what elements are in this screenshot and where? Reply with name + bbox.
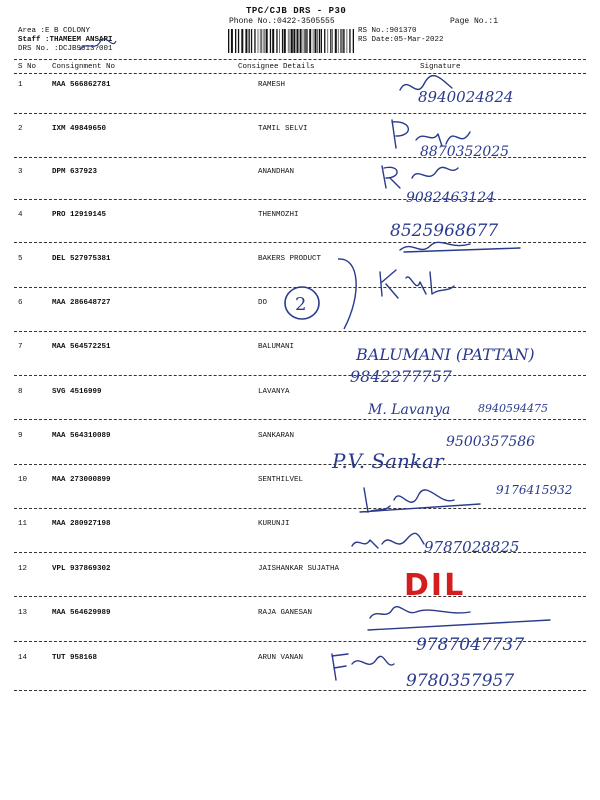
phone-label: Phone No.:	[229, 17, 278, 26]
row-consignee: DO	[258, 299, 268, 307]
barcode-bar	[328, 29, 329, 53]
row-consignment: MAA 566862781	[52, 81, 111, 89]
bracket-stroke	[308, 255, 368, 335]
barcode-bar	[340, 29, 341, 53]
rs-date-label: RS Date:	[358, 36, 395, 44]
row-sno: 5	[18, 255, 23, 263]
phone-number: 0422-3505555	[277, 17, 335, 26]
rs-no-line	[358, 27, 417, 35]
barcode-bar	[338, 29, 339, 53]
signature-scribble	[332, 654, 394, 680]
signature-phone: 8940594475	[478, 402, 548, 415]
barcode-bar	[309, 29, 311, 53]
dil-mark: DIL	[404, 568, 466, 603]
signature-scribble	[380, 270, 454, 298]
row-consignee: BAKERS PRODUCT	[258, 255, 322, 263]
signature-name: P.V. Sankar	[332, 449, 444, 473]
area-value: E B COLONY	[45, 27, 91, 35]
signature-scribble	[382, 166, 458, 188]
signatures-area	[320, 60, 590, 700]
barcode-bar	[293, 29, 295, 53]
staff-label: Staff :	[18, 36, 50, 44]
row-sno: 14	[18, 654, 28, 662]
signature-phone: 9500357586	[446, 434, 536, 450]
barcode-bar	[300, 29, 302, 53]
barcode-bar	[241, 29, 243, 53]
barcode-bar	[266, 29, 268, 53]
barcode-bar	[288, 29, 289, 53]
barcode-bar	[335, 29, 337, 53]
page-label: Page No.:	[450, 17, 494, 26]
barcode-bar	[349, 29, 350, 53]
row-sno: 2	[18, 125, 23, 133]
circled-mark-text: 2	[295, 294, 307, 315]
row-consignment: IXM 49849650	[52, 125, 107, 133]
signature-phone: 9842277757	[350, 367, 452, 386]
row-consignee: BALUMANI	[258, 343, 295, 351]
barcode-bar	[272, 29, 274, 53]
row-consignee: RAMESH	[258, 81, 286, 89]
row-sno: 3	[18, 168, 23, 176]
barcode-bar	[332, 29, 333, 53]
pen-scribble	[78, 38, 118, 54]
barcode-bar	[324, 29, 325, 53]
barcode-bar	[270, 29, 271, 53]
row-consignment: TUT 958168	[52, 654, 98, 662]
row-consignee: JAISHANKAR SUJATHA	[258, 565, 340, 573]
signature-phone: 8870352025	[420, 144, 510, 160]
row-sno: 4	[18, 211, 23, 219]
row-consignee: SENTHILVEL	[258, 476, 304, 484]
row-sno: 1	[18, 81, 23, 89]
signature-scribble	[360, 488, 480, 512]
row-consignment: SVG 4516999	[52, 388, 102, 396]
barcode-bar	[343, 29, 344, 53]
row-sno: 6	[18, 299, 23, 307]
row-consignment: VPL 937869302	[52, 565, 111, 573]
barcode-bar	[279, 29, 280, 53]
page-number-line	[450, 17, 498, 26]
barcode-bar	[313, 29, 314, 53]
barcode-bar	[341, 29, 342, 53]
row-consignment: DPM 637923	[52, 168, 98, 176]
rs-no-value: 901370	[389, 27, 417, 35]
signature-phone: 9082463124	[406, 190, 496, 206]
sheet-title: TPC/CJB DRS - P30	[246, 6, 347, 16]
phone-line	[229, 17, 335, 26]
page-number: 1	[493, 17, 499, 26]
row-consignee: RAJA GANESAN	[258, 609, 313, 617]
barcode-bar	[228, 29, 229, 53]
row-sno: 13	[18, 609, 28, 617]
barcode-bar	[261, 29, 262, 53]
rs-no-label: RS No.:	[358, 27, 390, 35]
barcode-bar	[276, 29, 277, 53]
barcode-bar	[291, 29, 293, 53]
barcode-bar	[249, 29, 250, 53]
barcode-bar	[258, 29, 259, 53]
barcode-bar	[251, 29, 252, 53]
staff-value: THAMEEM ANSARI	[49, 36, 113, 44]
signature-phone: 8525968677	[390, 221, 499, 241]
row-consignee: THENMOZHI	[258, 211, 299, 219]
row-consignment: MAA 280927198	[52, 520, 111, 528]
barcode-bar	[254, 29, 255, 53]
barcode-bar	[238, 29, 239, 53]
col-consignee: Consignee Details	[238, 63, 315, 71]
rs-date-value: 05-Mar-2022	[394, 36, 444, 44]
row-consignee: TAMIL SELVI	[258, 125, 308, 133]
barcode-bar	[263, 29, 264, 53]
signature-name: BALUMANI (PATTAN)	[356, 345, 535, 364]
signature-phone: 9787028825	[424, 538, 520, 556]
barcode-bar	[330, 29, 331, 53]
barcode-bar	[265, 29, 266, 53]
row-consignment: MAA 564310089	[52, 432, 111, 440]
barcode-bar	[306, 29, 307, 53]
row-sno: 7	[18, 343, 23, 351]
signature-phone: 9780357957	[406, 671, 515, 691]
signature-phone: 9787047737	[416, 635, 525, 655]
barcode-bar	[317, 29, 318, 53]
signature-scribble	[352, 533, 424, 548]
barcode-bar	[231, 29, 233, 53]
row-consignee: LAVANYA	[258, 388, 290, 396]
row-consignment: MAA 564629989	[52, 609, 111, 617]
barcode-bar	[290, 29, 291, 53]
barcode-bar	[282, 29, 283, 53]
row-consignment: PRO 12919145	[52, 211, 107, 219]
row-sno: 10	[18, 476, 28, 484]
barcode-bar	[321, 29, 322, 53]
row-sno: 11	[18, 520, 28, 528]
barcode-bar	[297, 29, 299, 53]
row-sno: 9	[18, 432, 23, 440]
barcode-bar	[319, 29, 320, 53]
row-consignment: MAA 273000899	[52, 476, 111, 484]
row-consignee: SANKARAN	[258, 432, 295, 440]
rs-date-line	[358, 36, 444, 44]
row-sno: 12	[18, 565, 28, 573]
row-consignment: MAA 564572251	[52, 343, 111, 351]
signature-name: M. Lavanya	[368, 402, 451, 418]
barcode-bar	[347, 29, 348, 53]
row-sno: 8	[18, 388, 23, 396]
drs-value: DCJB9013?001	[58, 45, 113, 53]
signature-phone: 8940024824	[418, 88, 514, 106]
area-label: Area :	[18, 27, 46, 35]
barcode-bar	[303, 29, 304, 53]
signature-scribble	[368, 607, 550, 630]
barcode-bar	[315, 29, 317, 53]
barcode-bar	[353, 29, 354, 53]
barcode-bar	[304, 29, 305, 53]
row-consignee: KURUNJI	[258, 520, 290, 528]
row-consignee: ARUN VANAN	[258, 654, 304, 662]
barcode-bar	[344, 29, 345, 53]
barcode-bar	[260, 29, 261, 53]
row-consignment: DEL 527975381	[52, 255, 111, 263]
signature-phone: 9176415932	[496, 483, 573, 497]
col-sno: S No	[18, 63, 37, 71]
area-line	[18, 27, 90, 35]
barcode-bar	[284, 29, 286, 53]
signature-scribble	[400, 242, 520, 252]
row-consignment: MAA 286648727	[52, 299, 111, 307]
barcode-bar	[235, 29, 236, 53]
drs-label: DRS No. :	[18, 45, 59, 53]
barcode	[228, 29, 355, 53]
barcode-bar	[245, 29, 247, 53]
row-consignee: ANANDHAN	[258, 168, 295, 176]
col-consignment: Consignment No	[52, 63, 116, 71]
col-signature: Signature	[420, 63, 461, 71]
